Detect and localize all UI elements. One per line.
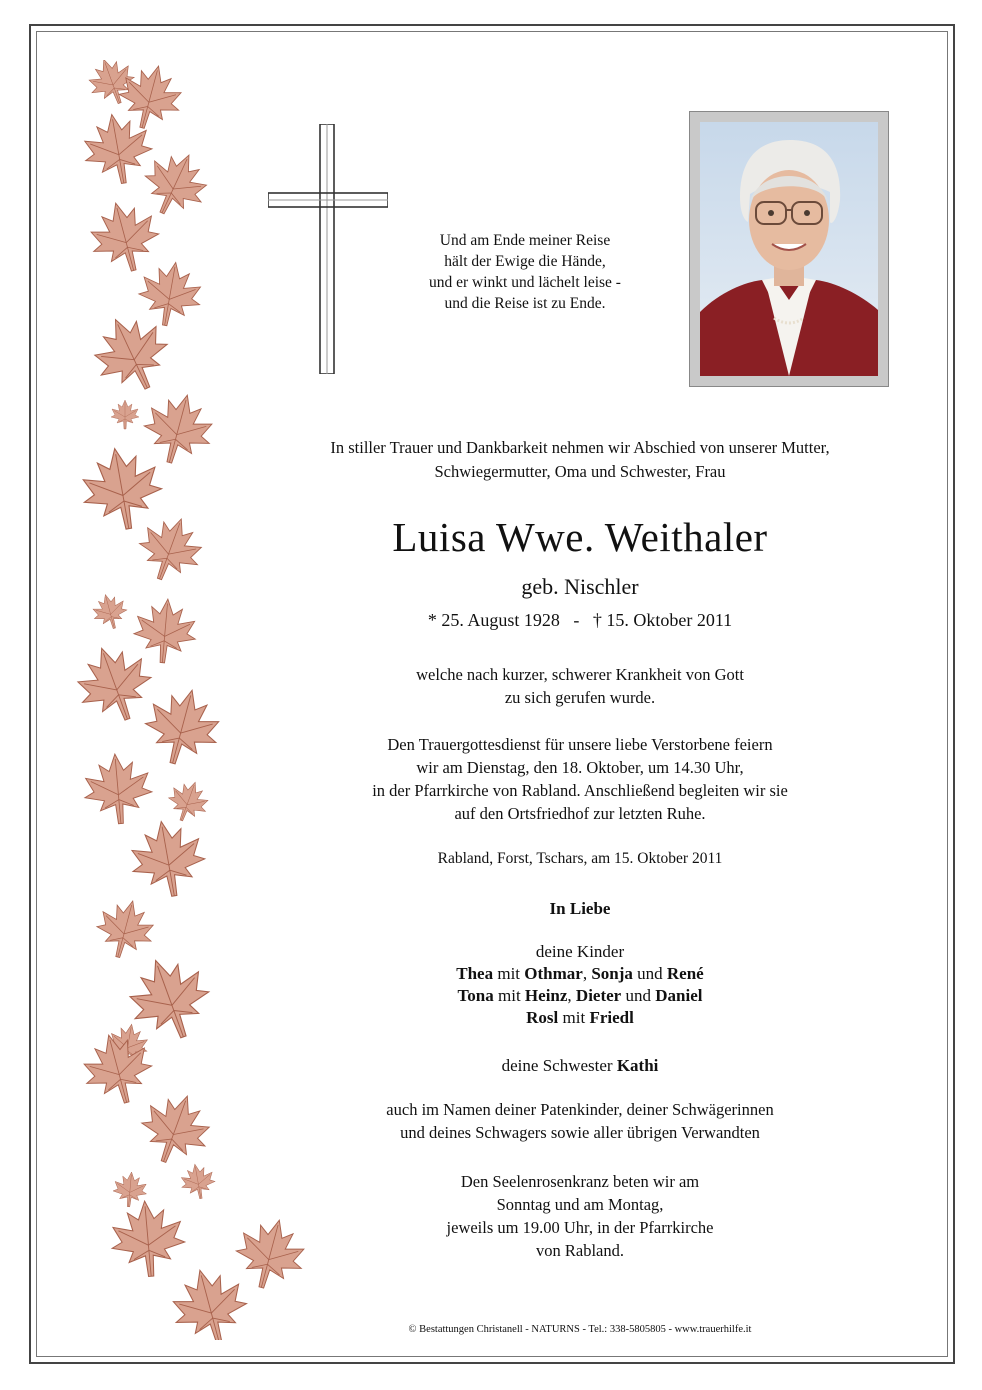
child-name: Rosl bbox=[526, 1008, 559, 1027]
children-row bbox=[250, 985, 910, 1007]
verse-line: hält der Ewige die Hände, bbox=[444, 253, 606, 270]
partner-name: René bbox=[666, 964, 704, 983]
maple-leaf-icon bbox=[83, 195, 166, 280]
maple-leaf-icon bbox=[91, 894, 160, 965]
sister-label: deine Schwester bbox=[501, 1056, 617, 1075]
footer-credit: © Bestattungen Christanell - NATURNS - Tel.: 338-5805805 - www.trauerhilfe.it bbox=[408, 1324, 752, 1335]
rosary-line: von Rabland. bbox=[536, 1241, 624, 1260]
partner-name: Heinz bbox=[524, 986, 568, 1005]
service-line: Den Trauergottesdienst für unsere liebe Verstorbene feiern bbox=[387, 735, 773, 754]
sister-line bbox=[250, 1055, 910, 1077]
maple-leaf-icon bbox=[76, 442, 167, 536]
maple-leaf-icon bbox=[89, 590, 130, 632]
service-line: wir am Dienstag, den 18. Oktober, um 14.30 Uhr, bbox=[416, 758, 744, 777]
passing-text bbox=[250, 663, 910, 709]
connector-text: mit bbox=[493, 986, 525, 1005]
maple-leaf-icon bbox=[137, 681, 227, 773]
life-dates bbox=[250, 608, 910, 632]
maple-leaf-icon bbox=[131, 508, 211, 589]
connector-text: mit bbox=[558, 1008, 590, 1027]
passing-line: welche nach kurzer, schwerer Krankheit von Gott bbox=[416, 665, 744, 684]
intro-text bbox=[250, 436, 910, 484]
child-name: Tona bbox=[457, 986, 494, 1005]
intro-line: Schwiegermutter, Oma und Schwester, Frau bbox=[434, 462, 726, 481]
maple-leaf-icon bbox=[137, 387, 220, 472]
deceased-name: Luisa Wwe. Weithaler bbox=[392, 514, 768, 560]
service-text bbox=[250, 733, 910, 825]
maple-leaf-icon bbox=[132, 1085, 219, 1173]
in-love-heading: In Liebe bbox=[549, 899, 611, 918]
rosary-line: jeweils um 19.00 Uhr, in der Pfarrkirche bbox=[446, 1218, 714, 1237]
verse-line: und die Reise ist zu Ende. bbox=[444, 295, 606, 312]
behalf-line: und deines Schwagers sowie aller übrigen Verwandten bbox=[400, 1123, 760, 1142]
date-separator: - bbox=[573, 610, 580, 630]
service-line: auf den Ortsfriedhof zur letzten Ruhe. bbox=[454, 804, 706, 823]
maple-leaf-icon bbox=[81, 751, 154, 826]
service-line: in der Pfarrkirche von Rabland. Anschließend begleiten wir sie bbox=[372, 781, 788, 800]
death-date: † 15. Oktober 2011 bbox=[592, 610, 733, 630]
child-name: Sonja bbox=[591, 964, 633, 983]
maple-leaf-icon bbox=[125, 815, 210, 902]
behalf-line: auch im Namen deiner Patenkinder, deiner Schwägerinnen bbox=[386, 1100, 774, 1119]
child-name: Thea bbox=[456, 964, 494, 983]
portrait-photo bbox=[700, 122, 878, 376]
birth-name: geb. Nischler bbox=[521, 574, 639, 599]
intro-line: In stiller Trauer und Dankbarkeit nehmen wir Abschied von unserer Mutter, bbox=[330, 438, 830, 457]
rosary-line: Den Seelenrosenkranz beten wir am bbox=[460, 1172, 700, 1191]
partner-name: Othmar bbox=[524, 964, 583, 983]
maple-leaf-icon bbox=[111, 400, 139, 429]
place-date: Rabland, Forst, Tschars, am 15. Oktober 2011 bbox=[437, 850, 723, 867]
child-name: Dieter bbox=[575, 986, 622, 1005]
passing-line: zu sich gerufen wurde. bbox=[504, 688, 656, 707]
children-label: deine Kinder bbox=[535, 942, 625, 961]
rosary-line: Sonntag und am Montag, bbox=[496, 1195, 664, 1214]
connector-text: , bbox=[567, 986, 576, 1005]
cross-icon bbox=[268, 124, 388, 374]
maple-leaf-icon bbox=[108, 1198, 187, 1279]
maple-leaf-icon bbox=[134, 257, 206, 331]
connector-text: , bbox=[582, 964, 592, 983]
children-list bbox=[250, 941, 910, 1029]
verse-line: und er winkt und lächelt leise - bbox=[429, 274, 621, 291]
maple-leaf-icon bbox=[132, 596, 199, 665]
maple-leaf-icon bbox=[134, 142, 217, 226]
maple-leaf-icon bbox=[178, 1161, 217, 1201]
verse bbox=[380, 230, 670, 314]
maple-leaf-icon bbox=[165, 1261, 255, 1340]
maple-leaf-icon bbox=[112, 1171, 149, 1209]
also-on-behalf-text bbox=[250, 1098, 910, 1144]
maple-leaf-icon bbox=[163, 776, 214, 828]
portrait-frame bbox=[689, 111, 889, 387]
maple-leaf-icon bbox=[70, 636, 162, 732]
birth-date: * 25. August 1928 bbox=[427, 610, 560, 630]
partner-name: Daniel bbox=[655, 986, 703, 1005]
rosary-text bbox=[250, 1170, 910, 1262]
connector-text: und bbox=[632, 964, 667, 983]
connector-text: mit bbox=[493, 964, 525, 983]
partner-name: Friedl bbox=[589, 1008, 634, 1027]
connector-text: und bbox=[621, 986, 656, 1005]
verse-line: Und am Ende meiner Reise bbox=[439, 232, 611, 249]
children-row bbox=[250, 963, 910, 985]
children-row bbox=[250, 1007, 910, 1029]
sister-name: Kathi bbox=[616, 1056, 659, 1075]
